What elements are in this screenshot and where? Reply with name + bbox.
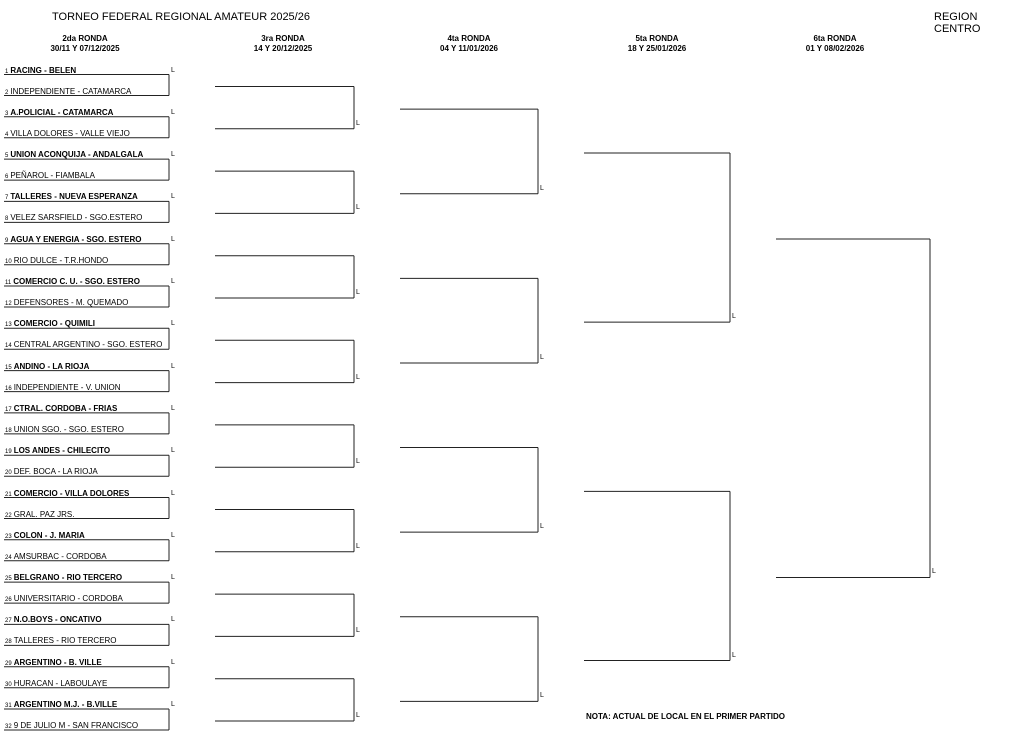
round-name: 5ta RONDA — [635, 34, 679, 43]
local-marker: L — [171, 362, 175, 370]
region-label: REGION CENTRO — [934, 11, 981, 35]
team-name: VILLA DOLORES - VALLE VIEJO — [10, 128, 130, 138]
team-entry — [5, 679, 107, 690]
team-name: UNION SGO. - SGO. ESTERO — [13, 424, 124, 434]
team-name: GRAL. PAZ JRS. — [13, 509, 75, 519]
team-entry — [5, 404, 117, 415]
round-dates: 14 Y 20/12/2025 — [253, 44, 313, 53]
team-entry — [5, 150, 143, 161]
team-entry — [5, 298, 128, 309]
team-number: 32 — [5, 724, 12, 730]
team-name: N.O.BOYS - ONCATIVO — [13, 615, 102, 625]
team-entry — [5, 552, 107, 563]
team-number: 19 — [5, 449, 12, 456]
team-number: 15 — [5, 364, 12, 371]
team-number: 20 — [5, 470, 12, 477]
round-name: 2da RONDA — [62, 34, 108, 43]
round-name: 3ra RONDA — [261, 34, 305, 43]
team-number: 1 — [5, 68, 9, 75]
team-entry — [5, 510, 74, 521]
team-entry — [5, 594, 123, 605]
team-entry — [5, 87, 131, 98]
local-marker: L — [171, 701, 175, 708]
local-marker: L — [356, 119, 360, 127]
team-name: COMERCIO C. U. - SGO. ESTERO — [13, 277, 140, 286]
local-marker: L — [540, 353, 544, 361]
team-entry — [5, 425, 124, 436]
team-entry — [5, 489, 129, 500]
team-name: AMSURBAC - CORDOBA — [13, 551, 107, 561]
team-entry — [5, 573, 122, 584]
team-number: 7 — [5, 195, 9, 202]
team-name: INDEPENDIENTE - V. UNION — [13, 382, 121, 392]
local-marker: L — [171, 489, 175, 497]
team-number: 26 — [5, 597, 12, 604]
local-marker: L — [540, 692, 544, 700]
team-entry — [5, 636, 117, 647]
nota-footnote: NOTA: ACTUAL DE LOCAL EN EL PRIMER PARTIDO — [586, 712, 785, 721]
team-number: 13 — [5, 322, 12, 329]
team-name: TALLERES - NUEVA ESPERANZA — [10, 192, 138, 202]
team-entry — [5, 383, 121, 394]
team-name: ARGENTINO - B. VILLE — [13, 657, 102, 667]
team-name: COLON - J. MARIA — [13, 530, 85, 540]
team-number: 8 — [5, 216, 9, 223]
local-marker: L — [356, 627, 360, 635]
team-number: 18 — [5, 427, 12, 434]
team-number: 31 — [5, 703, 12, 709]
local-marker: L — [356, 542, 360, 550]
round-dates: 04 Y 11/01/2026 — [440, 44, 498, 53]
local-marker: L — [171, 193, 175, 201]
team-number: 9 — [5, 237, 9, 244]
team-entry — [5, 213, 142, 224]
team-entry — [5, 129, 130, 140]
local-marker: L — [171, 235, 175, 243]
round-dates: 30/11 Y 07/12/2025 — [50, 44, 120, 53]
team-entry — [5, 235, 141, 246]
team-name: INDEPENDIENTE - CATAMARCA — [10, 86, 132, 96]
team-entry — [5, 171, 95, 182]
local-marker: L — [171, 447, 175, 455]
team-number: 10 — [5, 258, 12, 265]
team-entry — [5, 319, 95, 330]
team-name: ARGENTINO M.J. - B.VILLE — [13, 700, 118, 709]
team-number: 14 — [5, 343, 12, 350]
local-marker: L — [171, 404, 175, 412]
local-marker: L — [171, 531, 175, 539]
team-entry — [5, 531, 85, 542]
local-marker: L — [171, 278, 175, 285]
tournament-title: TORNEO FEDERAL REGIONAL AMATEUR 2025/26 — [52, 11, 310, 23]
team-name: UNION ACONQUIJA - ANDALGALA — [10, 150, 144, 160]
round-dates: 01 Y 08/02/2026 — [805, 44, 865, 53]
team-number: 30 — [5, 681, 12, 688]
round-name: 6ta RONDA — [813, 34, 857, 43]
team-entry — [5, 256, 108, 267]
team-number: 28 — [5, 639, 12, 646]
team-name: BELGRANO - RIO TERCERO — [13, 573, 123, 583]
team-number: 5 — [5, 153, 9, 160]
team-number: 17 — [5, 406, 12, 413]
local-marker: L — [356, 458, 360, 466]
team-entry — [5, 721, 138, 732]
team-number: 23 — [5, 533, 12, 540]
team-number: 2 — [5, 89, 9, 96]
local-marker: L — [356, 712, 360, 719]
team-name: 9 DE JULIO M - SAN FRANCISCO — [13, 721, 139, 730]
team-number: 27 — [5, 618, 12, 625]
team-name: COMERCIO - QUIMILI — [13, 319, 96, 329]
team-name: DEF. BOCA - LA RIOJA — [13, 467, 98, 477]
team-number: 24 — [5, 554, 12, 561]
local-marker: L — [356, 373, 360, 381]
team-name: TALLERES - RIO TERCERO — [13, 636, 117, 646]
team-name: LOS ANDES - CHILECITO — [13, 446, 111, 456]
team-name: ANDINO - LA RIOJA — [13, 361, 90, 371]
round-name: 4ta RONDA — [447, 34, 491, 43]
local-marker: L — [171, 66, 175, 74]
team-number: 22 — [5, 512, 12, 519]
team-name: CTRAL. CORDOBA - FRIAS — [13, 403, 118, 413]
local-marker: L — [171, 574, 175, 582]
local-marker: L — [540, 184, 544, 192]
team-number: 16 — [5, 385, 12, 392]
team-number: 3 — [5, 110, 9, 117]
local-marker: L — [732, 313, 736, 321]
team-name: AGUA Y ENERGIA - SGO. ESTERO — [10, 234, 142, 244]
team-entry — [5, 108, 113, 119]
local-marker: L — [171, 658, 175, 666]
team-entry — [5, 277, 140, 288]
team-name: UNIVERSITARIO - CORDOBA — [13, 594, 123, 604]
team-number: 6 — [5, 174, 9, 181]
team-entry — [5, 66, 76, 77]
team-number: 4 — [5, 131, 9, 138]
team-entry — [5, 700, 117, 711]
team-name: DEFENSORES - M. QUEMADO — [13, 298, 129, 307]
team-entry — [5, 362, 89, 373]
local-marker: L — [171, 616, 175, 624]
team-name: PEÑAROL - FIAMBALA — [10, 171, 95, 181]
team-entry — [5, 192, 138, 203]
local-marker: L — [171, 151, 175, 159]
team-entry — [5, 340, 162, 351]
team-entry — [5, 446, 110, 457]
team-number: 21 — [5, 491, 12, 498]
team-entry — [5, 658, 102, 669]
team-entry — [5, 467, 98, 478]
team-entry — [5, 615, 102, 626]
team-name: A.POLICIAL - CATAMARCA — [10, 107, 114, 117]
local-marker: L — [932, 568, 936, 576]
team-name: COMERCIO - VILLA DOLORES — [13, 488, 130, 498]
local-marker: L — [171, 108, 175, 116]
local-marker: L — [356, 289, 360, 296]
team-name: RACING - BELEN — [10, 65, 77, 75]
local-marker: L — [356, 204, 360, 212]
team-name: HURACAN - LABOULAYE — [13, 678, 108, 688]
team-name: VELEZ SARSFIELD - SGO.ESTERO — [10, 213, 143, 223]
team-number: 11 — [5, 280, 12, 286]
team-number: 12 — [5, 301, 12, 307]
team-name: RIO DULCE - T.R.HONDO — [13, 255, 109, 265]
team-number: 29 — [5, 660, 12, 667]
local-marker: L — [540, 523, 544, 531]
round-dates: 18 Y 25/01/2026 — [627, 44, 687, 53]
team-number: 25 — [5, 576, 12, 583]
local-marker: L — [171, 320, 175, 328]
team-name: CENTRAL ARGENTINO - SGO. ESTERO — [13, 340, 163, 350]
local-marker: L — [732, 651, 736, 659]
